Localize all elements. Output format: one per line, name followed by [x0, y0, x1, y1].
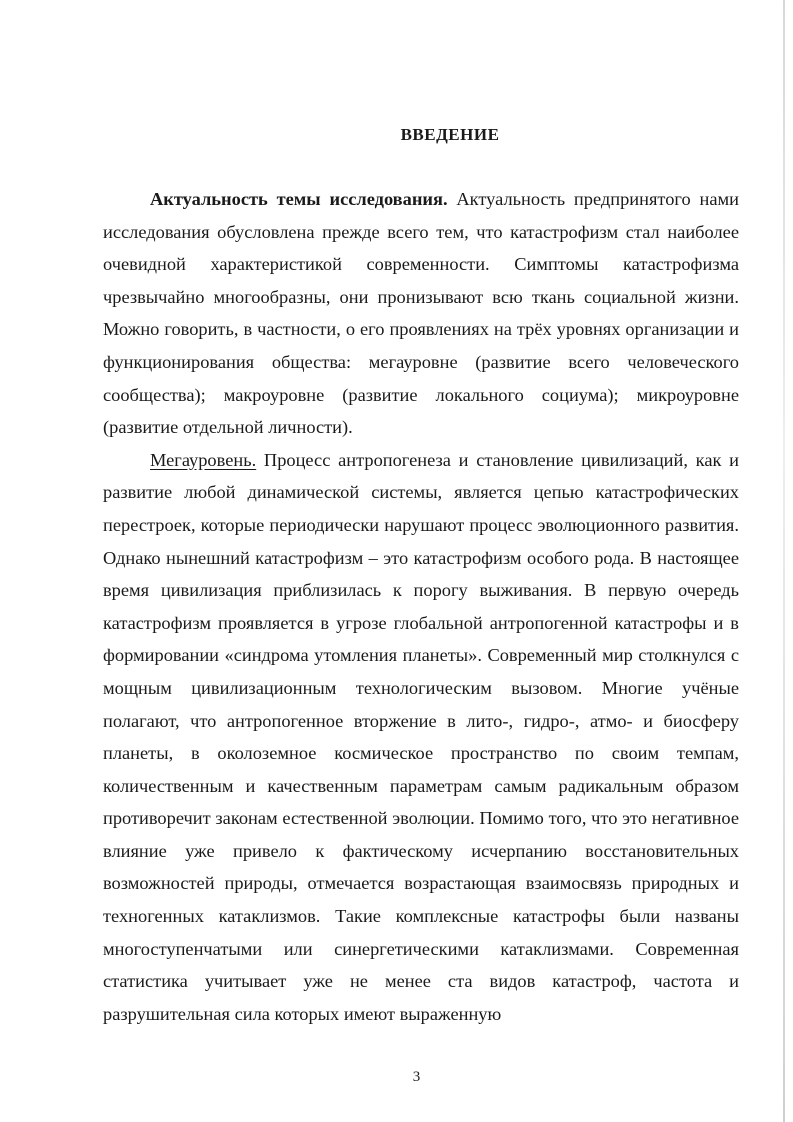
- paragraph-lead-relevance: Актуальность темы исследования.: [150, 189, 448, 209]
- scan-edge-shadow: [783, 0, 785, 1122]
- page-content: [103, 125, 739, 1030]
- page-number: 3: [412, 1069, 421, 1085]
- paragraph-megalevel: [103, 444, 739, 1031]
- paragraph-text-megalevel: Процесс антропогенеза и становление цивилизаций, как и развитие любой динамической системы, является цепью катастрофических перестроек, которые периодически нарушают процесс эволюционного развития. Однако нынешний катастрофизм – это катастрофизм особого рода. В настоящее время цивилизация приблизилась к порогу выживания. В первую очередь катастрофизм проявляется в угрозе глобальной антропогенной катастрофы и в формировании «синдрома утомления планеты». Современный мир столкнулся с мощным цивилизационным технологическим вызовом. Многие учёные полагают, что антропогенное вторжение в лито-, гидро-, атмо- и биосферу планеты, в околоземное космическое пространство по своим темпам, количественным и качественным параметрам самым радикальным образом противоречит законам естественной эволюции. Помимо того, что это негативное влияние уже привело к фактическому исчерпанию восстановительных возможностей природы, отмечается возрастающая взаимосвязь природных и техногенных катаклизмов. Такие комплексные катастрофы были названы многоступенчатыми или синергетическими катаклизмами. Современная статистика учитывает уже не менее ста видов катастроф, частота и разрушительная сила которых имеют выраженную: [103, 449, 739, 1024]
- paragraph-lead-megalevel: Мегауровень.: [150, 449, 257, 470]
- page-heading: ВВЕДЕНИЕ: [400, 125, 500, 144]
- paragraph-text-relevance: Актуальность предпринятого нами исследования обусловлена прежде всего тем, что катастрофизм стал наиболее очевидной характеристикой современности. Симптомы катастрофизма чрезвычайно многообразны, они пронизывают всю ткань социальной жизни. Можно говорить, в частности, о его проявлениях на трёх уровнях организации и функционирования общества: мегауровне (развитие всего человеческого сообщества); макроуровне (развитие локального социума); микроуровне (развитие отдельной личности).: [103, 189, 740, 438]
- paragraph-relevance: [103, 183, 739, 444]
